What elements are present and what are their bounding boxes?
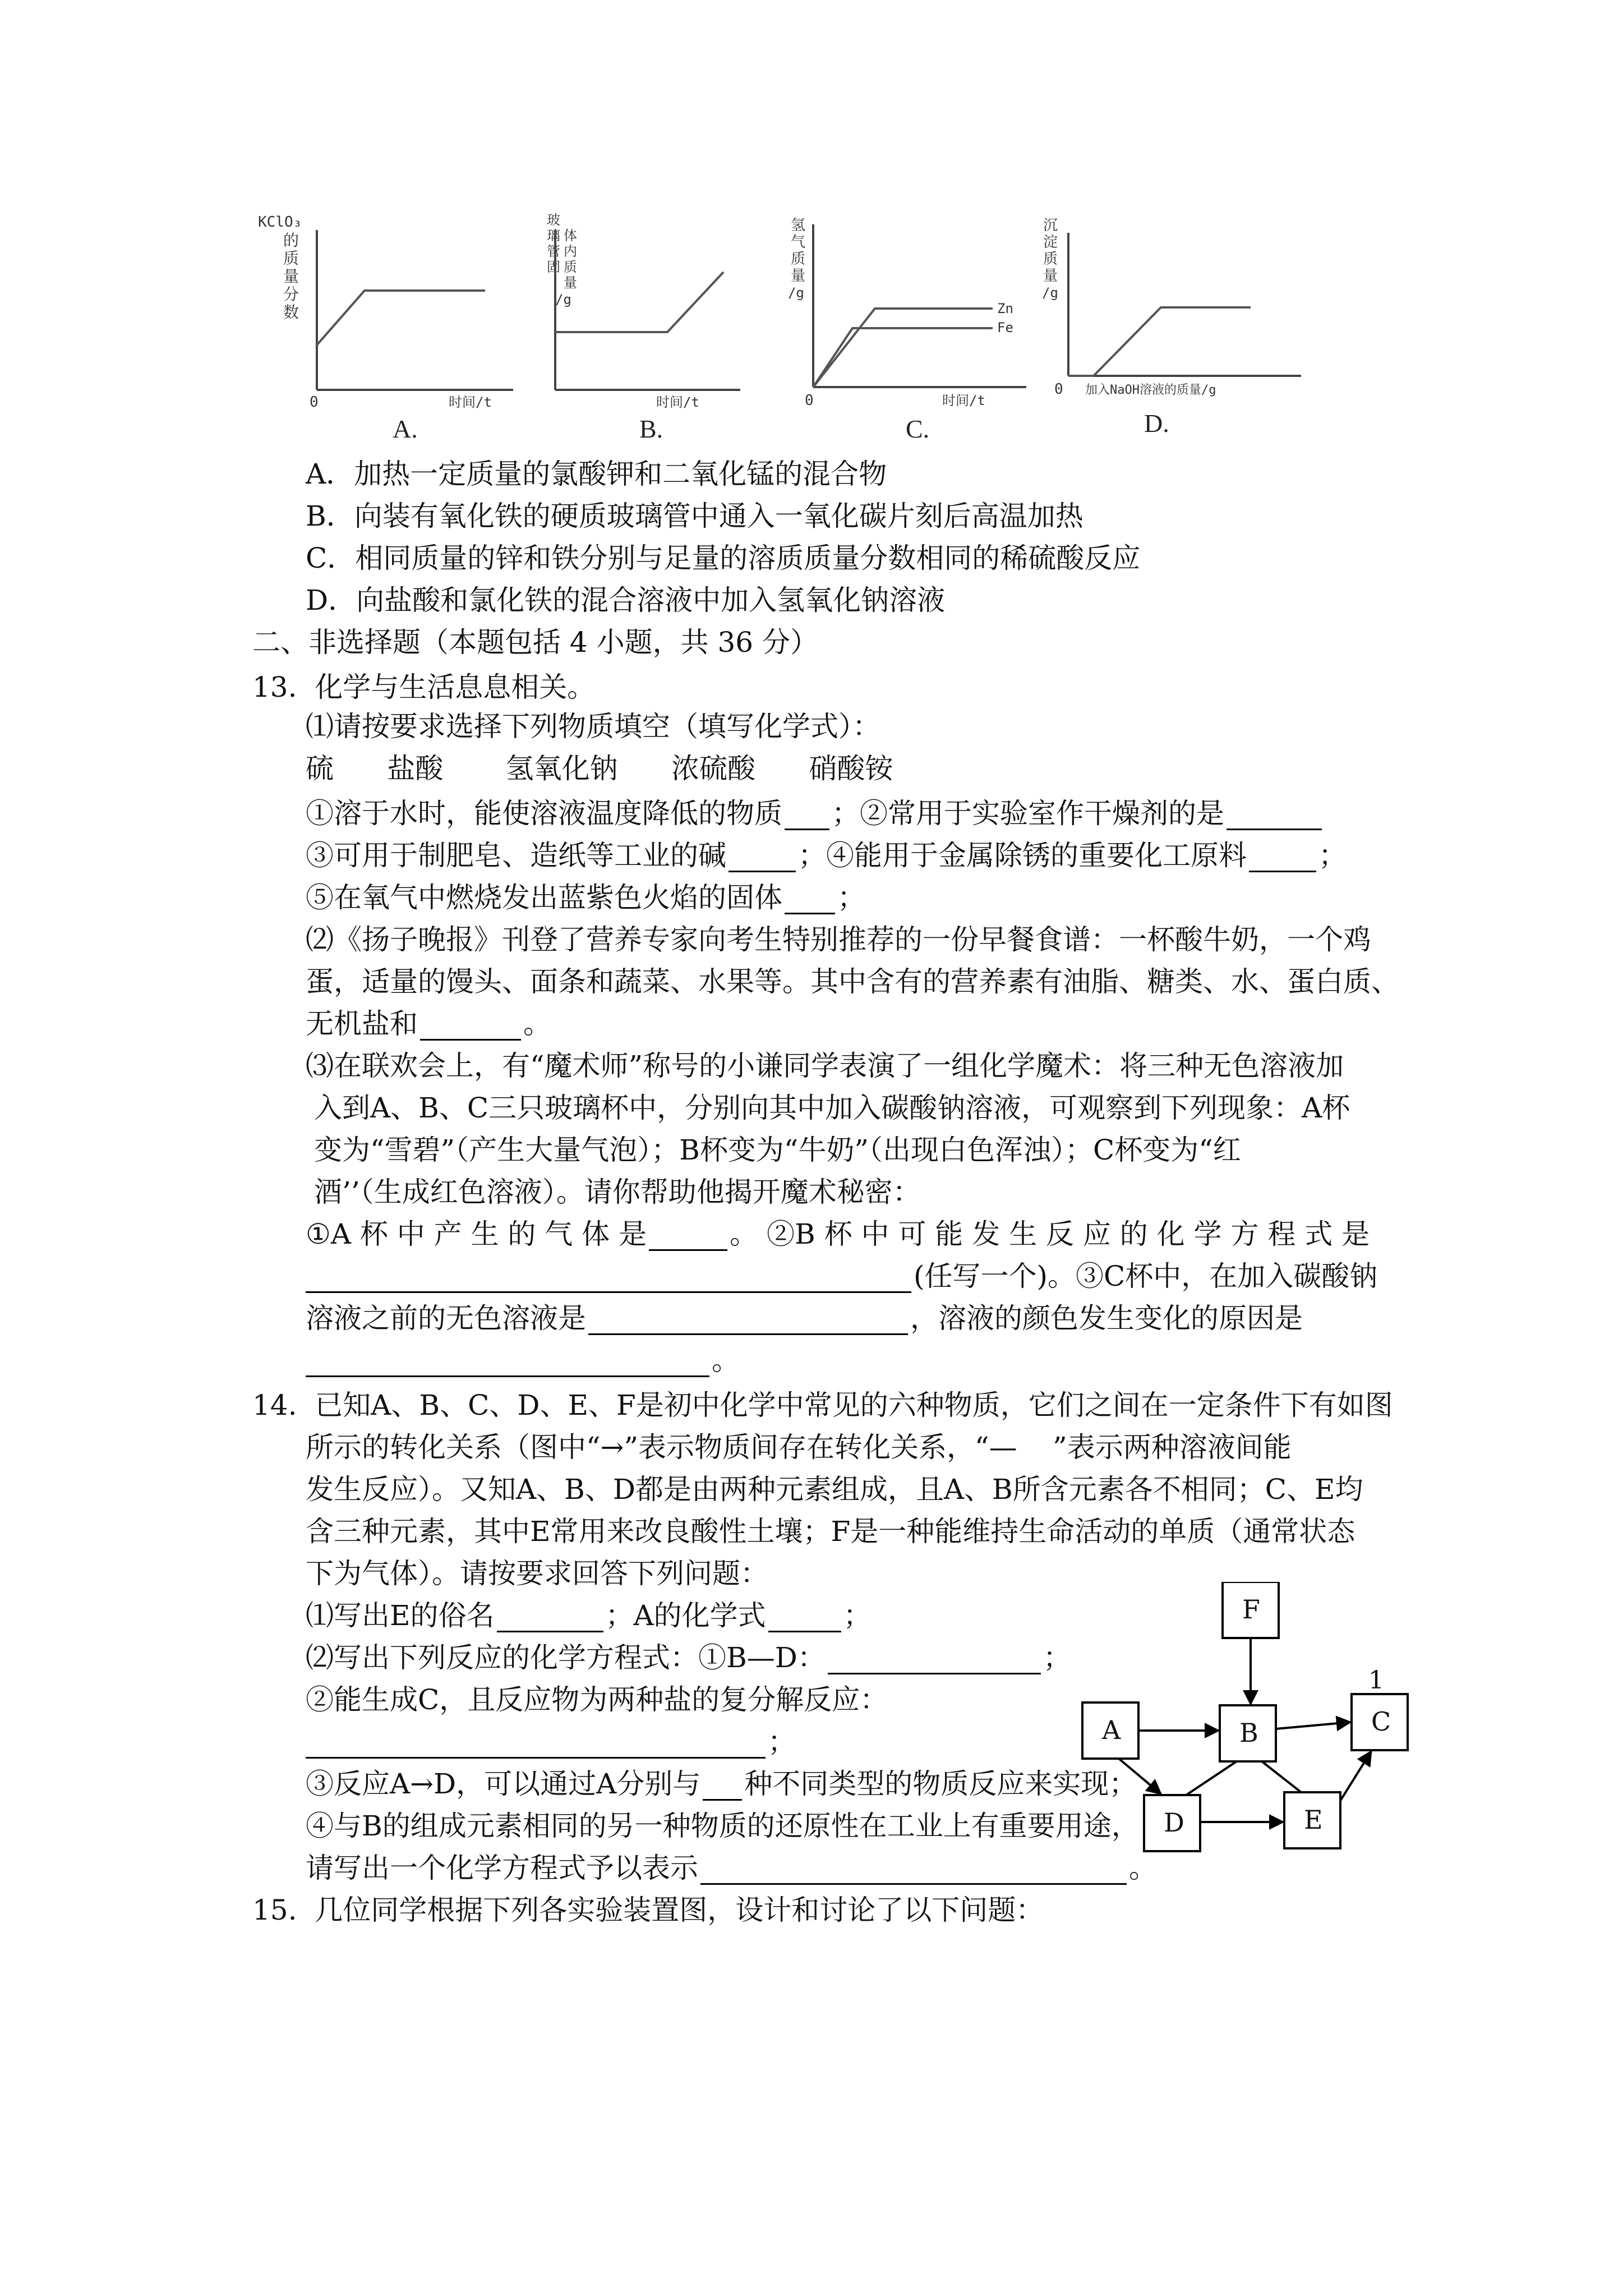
q14-diagram	[1071, 1582, 1475, 1870]
q13-part3-line4: 酒’’（生成红色溶液）。请你帮助他揭开魔术秘密：	[314, 1176, 921, 1208]
graph-d-y-label	[1042, 217, 1058, 301]
graph-d-origin: 0	[1054, 381, 1063, 398]
q13-part2-line2: 蛋，适量的馒头、面条和蔬菜、水果等。其中含有的营养素有油脂、糖类、水、蛋白质、	[306, 965, 1399, 998]
node-a-label: A	[1102, 1715, 1121, 1745]
graph-c-fe-curve	[813, 328, 993, 387]
graph-c-y-label	[788, 217, 805, 301]
svg-text:/g: /g	[555, 292, 571, 307]
q13-part1-prompt: ⑴请按要求选择下列物质填空（填写化学式）：	[306, 710, 880, 743]
q13-part2-line1: ⑵《扬子晚报》刊登了营养专家向考生特别推荐的一份早餐食谱：一杯酸牛奶，一个鸡	[306, 923, 1371, 956]
graph-c-caption: C.	[906, 415, 930, 443]
svg-text:气: 气	[791, 234, 806, 251]
svg-text:分: 分	[283, 285, 299, 303]
svg-text:玻: 玻	[547, 212, 560, 228]
page-number: 1	[1368, 1666, 1384, 1695]
node-c-label: C	[1371, 1706, 1391, 1737]
graph-a	[247, 208, 538, 443]
node-d-label: D	[1164, 1807, 1184, 1838]
node-b-label: B	[1239, 1718, 1258, 1748]
node-e-label: E	[1304, 1805, 1323, 1835]
q13-part2-line3: 无机盐和 。	[306, 1007, 551, 1040]
link-b-e	[1262, 1761, 1301, 1792]
svg-text:量: 量	[1043, 268, 1058, 284]
svg-text:质: 质	[791, 251, 806, 268]
svg-text:氢: 氢	[791, 217, 806, 234]
svg-text:量: 量	[283, 267, 299, 286]
svg-text:量: 量	[791, 268, 806, 284]
graph-c-origin: 0	[805, 392, 814, 409]
q13-part3-line3: 变为“雪碧”（产生大量气泡）；B杯变为“牛奶”（出现白色浑浊）；C杯变为“红	[314, 1134, 1241, 1166]
svg-text:沉: 沉	[1043, 217, 1058, 234]
graph-b	[499, 208, 757, 443]
q14-line5: 下为气体）。请按要求回答下列问题：	[306, 1557, 768, 1590]
graph-b-caption: B.	[639, 415, 663, 443]
svg-text:体: 体	[564, 228, 577, 243]
q14-part3: ③反应A→D，可以通过A分别与 种不同类型的物质反应来实现；	[306, 1768, 1137, 1800]
q14-line4: 含三种元素，其中E常用来改良酸性土壤；F是一种能维持生命活动的单质（通常状态	[306, 1515, 1355, 1548]
q14-line1: 14. 已知A、B、C、D、E、F是初中化学中常见的六种物质，它们之间在一定条件下有如图	[252, 1389, 1393, 1421]
graph-d-caption: D.	[1144, 409, 1169, 438]
svg-text:数: 数	[283, 303, 299, 321]
graph-c-series-fe: Fe	[997, 320, 1013, 335]
arrow-a-d	[1119, 1759, 1161, 1794]
q14-part1: ⑴写出E的俗名 ；A的化学式 ；	[306, 1599, 872, 1632]
q14-part4: ④与B的组成元素相同的另一种物质的还原性在工业上有重要用途，	[306, 1810, 1140, 1842]
graph-d	[1032, 208, 1324, 443]
q13-part3-line1: ⑶在联欢会上，有“魔术师”称号的小谦同学表演了一组化学魔术：将三种无色溶液加	[306, 1050, 1344, 1082]
graph-a-x-label: 时间/t	[449, 394, 492, 410]
q13-part3-line6: (任写一个)。③C杯中，在加入碳酸钠	[306, 1259, 1377, 1293]
q13-title: 13. 化学与生活息息相关。	[252, 671, 596, 703]
arrow-e-c	[1340, 1751, 1371, 1801]
graph-c-series-zn: Zn	[997, 301, 1013, 316]
q13-part3-line2: 入到A、B、C三只玻璃杯中，分别向其中加入碳酸钠溶液，可观察到下列现象：A杯	[314, 1092, 1350, 1124]
arrow-b-c	[1276, 1722, 1350, 1729]
svg-text:固: 固	[547, 259, 560, 275]
graph-d-curve	[1068, 307, 1251, 376]
node-f-label: F	[1242, 1594, 1260, 1625]
q13-part3-line5: ①A 杯 中 产 生 的 气 体 是 。 ②B 杯 中 可 能 发 生 反 应 的 化 学 方 程 式 是	[306, 1218, 1370, 1250]
svg-text:内: 内	[564, 243, 577, 259]
graph-c-x-label: 时间/t	[942, 393, 985, 408]
svg-text:KClO₃: KClO₃	[258, 214, 302, 231]
option-b: B．向装有氧化铁的硬质玻璃管中通入一氧化碳片刻后高温加热	[306, 500, 1083, 532]
q14-line2: 所示的转化关系（图中“→”表示物质间存在转化关系，“— ”表示两种溶液间能	[306, 1431, 1292, 1464]
svg-text:的: 的	[283, 231, 299, 250]
graph-b-curve	[555, 272, 723, 332]
q13-part3-line8: 。	[306, 1343, 740, 1377]
svg-text:/g: /g	[788, 285, 804, 301]
graph-d-x-label: 加入NaOH溶液的质量/g	[1085, 383, 1216, 397]
graph-a-origin: 0	[310, 394, 319, 411]
section-heading: 二、非选择题（本题包括 4 小题，共 36 分）	[252, 626, 819, 659]
svg-text:质: 质	[564, 259, 577, 275]
link-b-d	[1186, 1761, 1237, 1795]
q13-substances: 硫 盐酸 氢氧化钠 浓硫酸 硝酸铵	[306, 752, 893, 785]
graph-a-caption: A.	[393, 415, 418, 443]
q14-line3: 发生反应）。又知A、B、D都是由两种元素组成，且A、B所含元素各不相同；C、E均	[306, 1473, 1363, 1506]
option-d: D．向盐酸和氯化铁的混合溶液中加入氢氧化钠溶液	[306, 584, 946, 616]
q14-part4-b: 请写出一个化学方程式予以表示 。	[306, 1852, 1157, 1884]
svg-text:量: 量	[564, 275, 577, 291]
graph-c	[763, 208, 1054, 443]
svg-text:璃: 璃	[547, 228, 560, 243]
q14-part2: ⑵写出下列反应的化学方程式：①B—D： ；	[306, 1641, 1071, 1674]
graph-a-curve	[317, 291, 485, 345]
option-a: A．加热一定质量的氯酸钾和二氧化锰的混合物	[306, 458, 887, 490]
q13-line1: ①溶于水时，能使溶液温度降低的物质 ；②常用于实验室作干燥剂的是	[306, 797, 1324, 830]
option-c: C．相同质量的锌和铁分别与足量的溶质质量分数相同的稀硫酸反应	[306, 542, 1141, 574]
q13-line3: ⑤在氧气中燃烧发出蓝紫色火焰的固体 ；	[306, 881, 865, 914]
svg-text:管: 管	[547, 243, 560, 259]
svg-text:质: 质	[283, 249, 299, 268]
graph-b-y-label	[547, 212, 577, 307]
svg-text:质: 质	[1043, 251, 1058, 268]
q14-part2-c: ；	[306, 1725, 796, 1759]
svg-text:/g: /g	[1042, 285, 1058, 301]
svg-text:淀: 淀	[1043, 234, 1058, 251]
graph-a-y-label	[258, 214, 302, 321]
q15-title: 15. 几位同学根据下列各实验装置图，设计和讨论了以下问题：	[252, 1894, 1044, 1926]
q13-part3-line7: 溶液之前的无色溶液是 ，溶液的颜色发生变化的原因是	[306, 1302, 1303, 1335]
q14-part2-b: ②能生成C，且反应物为两种盐的复分解反应：	[306, 1683, 888, 1716]
graph-b-x-label: 时间/t	[656, 394, 699, 410]
q13-line2: ③可用于制肥皂、造纸等工业的碱 ；④能用于金属除锈的重要化工原料 ；	[306, 839, 1347, 872]
